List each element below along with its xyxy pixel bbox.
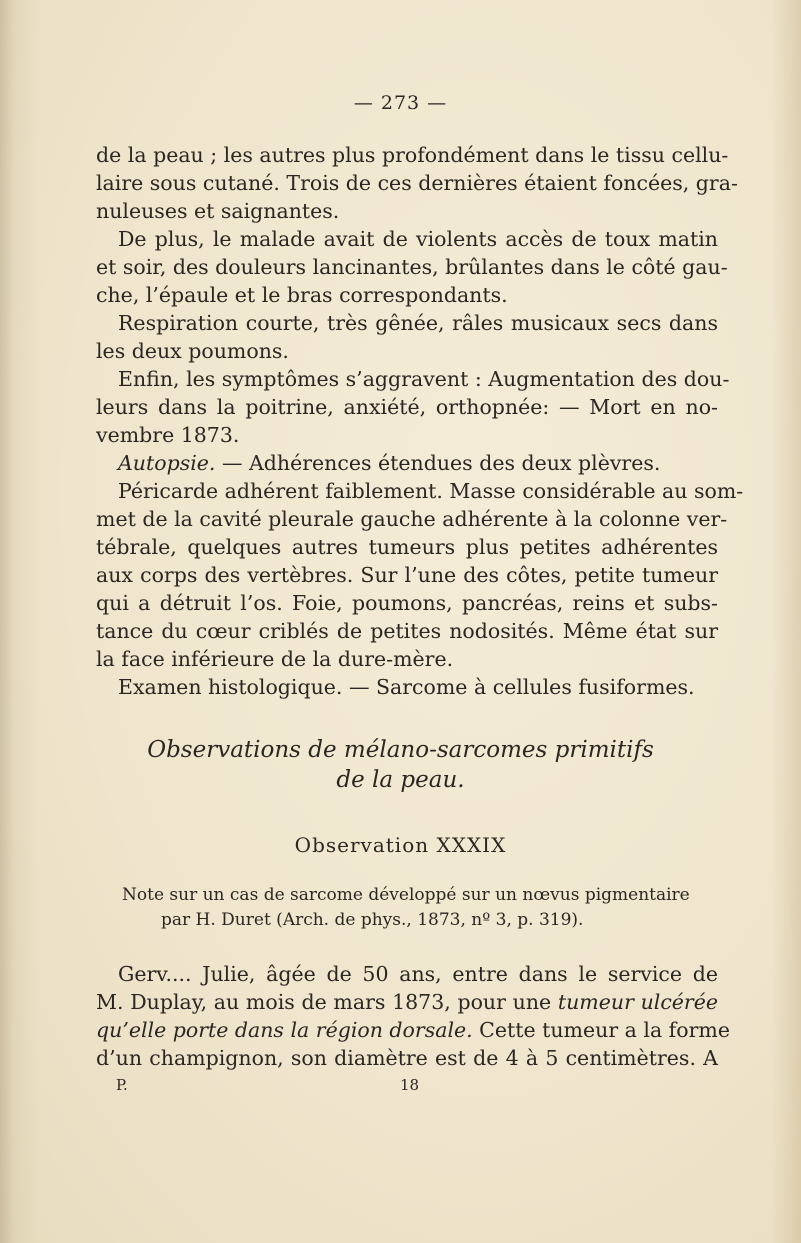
- text-run: Cette tumeur a la forme: [472, 1018, 730, 1042]
- autopsie-label: Autopsie.: [118, 451, 216, 475]
- observation-title: Observation XXXIX: [294, 833, 507, 857]
- text-line: vembre 1873.: [96, 423, 240, 447]
- autopsie-text: — Adhérences étendues des deux plèvres.: [215, 451, 661, 475]
- italic-run: tumeur ulcérée: [557, 990, 719, 1014]
- text-line: che, l’épaule et le bras correspondants.: [96, 283, 508, 307]
- signature-number: 18: [400, 1076, 420, 1094]
- text-line: Examen histologique. — Sarcome à cellules fusiformes.: [118, 675, 695, 699]
- text-line: les deux poumons.: [96, 339, 289, 363]
- text-line: d’un champignon, son diamètre est de 4 à 5 centimètres. A: [96, 1046, 718, 1070]
- text-line: met de la cavité pleurale gauche adhérente à la colonne ver-: [96, 507, 728, 531]
- italic-run: qu’elle porte dans la région dorsale.: [96, 1018, 473, 1042]
- text-line: [96, 988, 718, 1016]
- signature-letter: P.: [116, 1076, 128, 1094]
- text-line: Respiration courte, très gênée, râles musicaux secs dans: [118, 311, 718, 335]
- text-line: nuleuses et saignantes.: [96, 199, 340, 223]
- text-line: Enfin, les symptômes s’aggravent : Augmentation des dou-: [118, 367, 730, 391]
- text-line: [96, 1016, 730, 1044]
- text-line: laire sous cutané. Trois de ces dernières étaient foncées, gra-: [96, 171, 738, 195]
- text-line: tébrale, quelques autres tumeurs plus petites adhérentes: [96, 535, 718, 559]
- autopsie-line: [96, 449, 718, 477]
- text-line: de la peau ; les autres plus profondément dans le tissu cellu-: [96, 143, 729, 167]
- text-run: M. Duplay, au mois de mars 1873, pour une: [96, 990, 558, 1014]
- page-number: — 273 —: [353, 92, 448, 114]
- note-line-1: Note sur un cas de sarcome développé sur un nœvus pigmentaire: [122, 885, 690, 905]
- text-line: tance du cœur criblés de petites nodosités. Même état sur: [96, 619, 718, 643]
- text-line: la face inférieure de la dure-mère.: [96, 647, 454, 671]
- text-line: qui a détruit l’os. Foie, poumons, pancréas, reins et subs-: [96, 591, 718, 615]
- section-heading-line-1: Observations de mélano-sarcomes primitifs: [147, 737, 654, 763]
- section-heading-line-2: de la peau.: [336, 767, 465, 793]
- note-line-2: par H. Duret (Arch. de phys., 1873, nº 3, p. 319).: [161, 910, 584, 930]
- text-line: et soir, des douleurs lancinantes, brûlantes dans le côté gau-: [96, 255, 728, 279]
- text-line: leurs dans la poitrine, anxiété, orthopnée: — Mort en no-: [96, 395, 718, 419]
- text-line: De plus, le malade avait de violents accès de toux matin: [118, 227, 718, 251]
- text-line: Gerv.... Julie, âgée de 50 ans, entre dans le service de: [118, 962, 718, 986]
- text-line: aux corps des vertèbres. Sur l’une des côtes, petite tumeur: [96, 563, 718, 587]
- text-line: Péricarde adhérent faiblement. Masse considérable au som-: [118, 479, 744, 503]
